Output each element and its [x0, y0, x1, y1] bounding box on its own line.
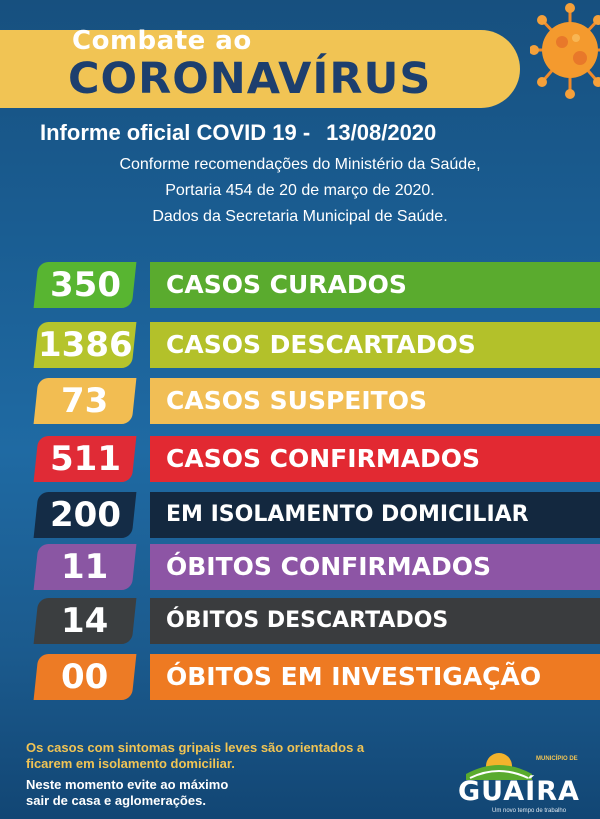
guaira-logo [458, 748, 588, 818]
report-title-text: Informe oficial COVID 19 - [40, 120, 311, 145]
stat-value: 350 [49, 265, 121, 305]
report-line-2: Portaria 454 de 20 de março de 2020. [165, 182, 435, 199]
stat-label: ÓBITOS CONFIRMADOS [150, 544, 600, 590]
stat-row-confirmed [0, 436, 600, 482]
stat-label: EM ISOLAMENTO DOMICILIAR [150, 492, 600, 538]
stat-value: 200 [49, 495, 121, 535]
title-big: CORONAVÍRUS [68, 54, 432, 104]
title-small: Combate ao [72, 26, 252, 56]
footer-note-2-line-1: Neste momento evite ao máximo [26, 777, 229, 792]
stat-label: ÓBITOS EM INVESTIGAÇÃO [150, 654, 600, 700]
stat-label: CASOS CURADOS [150, 262, 600, 308]
stat-row-suspected [0, 378, 600, 424]
stat-row-deaths-confirmed [0, 544, 600, 590]
coronavirus-icon [530, 0, 600, 100]
footer-note-2-line-2: sair de casa e aglomerações. [26, 793, 206, 808]
stat-label: CASOS SUSPEITOS [150, 378, 600, 424]
report-date: 13/08/2020 [326, 120, 437, 145]
logo-slogan: Um novo tempo de trabalho [492, 808, 567, 814]
stat-label: CASOS DESCARTADOS [150, 322, 600, 368]
stat-row-discarded [0, 322, 600, 368]
stat-row-cured [0, 262, 600, 308]
footer-note-1-line-1: Os casos com sintomas gripais leves são orientados a [26, 740, 365, 755]
stat-value-box [34, 598, 137, 644]
stat-value: 73 [61, 381, 109, 421]
footer-note-1-line-2: ficarem em isolamento domiciliar. [26, 756, 235, 771]
logo-municipio: MUNICÍPIO DE [536, 756, 578, 762]
stat-row-isolation [0, 492, 600, 538]
stat-row-deaths-investigation [0, 654, 600, 700]
stat-value-box [34, 436, 137, 482]
stat-label: CASOS CONFIRMADOS [150, 436, 600, 482]
stat-value-box [34, 544, 137, 590]
footer-note-1 [26, 740, 364, 772]
stat-value-box [34, 654, 137, 700]
stat-value-box [34, 322, 137, 368]
logo-name: GUAÍRA [458, 776, 580, 807]
report-line-1: Conforme recomendações do Ministério da Saúde, [119, 156, 481, 173]
stat-value: 11 [61, 547, 109, 587]
footer-note-2 [26, 777, 228, 809]
stat-value: 14 [61, 601, 109, 641]
stat-value: 511 [49, 439, 121, 479]
stat-label: ÓBITOS DESCARTADOS [150, 598, 600, 644]
report-line-3: Dados da Secretaria Municipal de Saúde. [152, 208, 448, 225]
stat-value-box [34, 262, 137, 308]
stat-value: 00 [61, 657, 109, 697]
stat-value-box [34, 378, 137, 424]
report-title [40, 120, 570, 146]
stat-row-deaths-discarded [0, 598, 600, 644]
stat-value: 1386 [37, 325, 133, 365]
stat-value-box [34, 492, 137, 538]
